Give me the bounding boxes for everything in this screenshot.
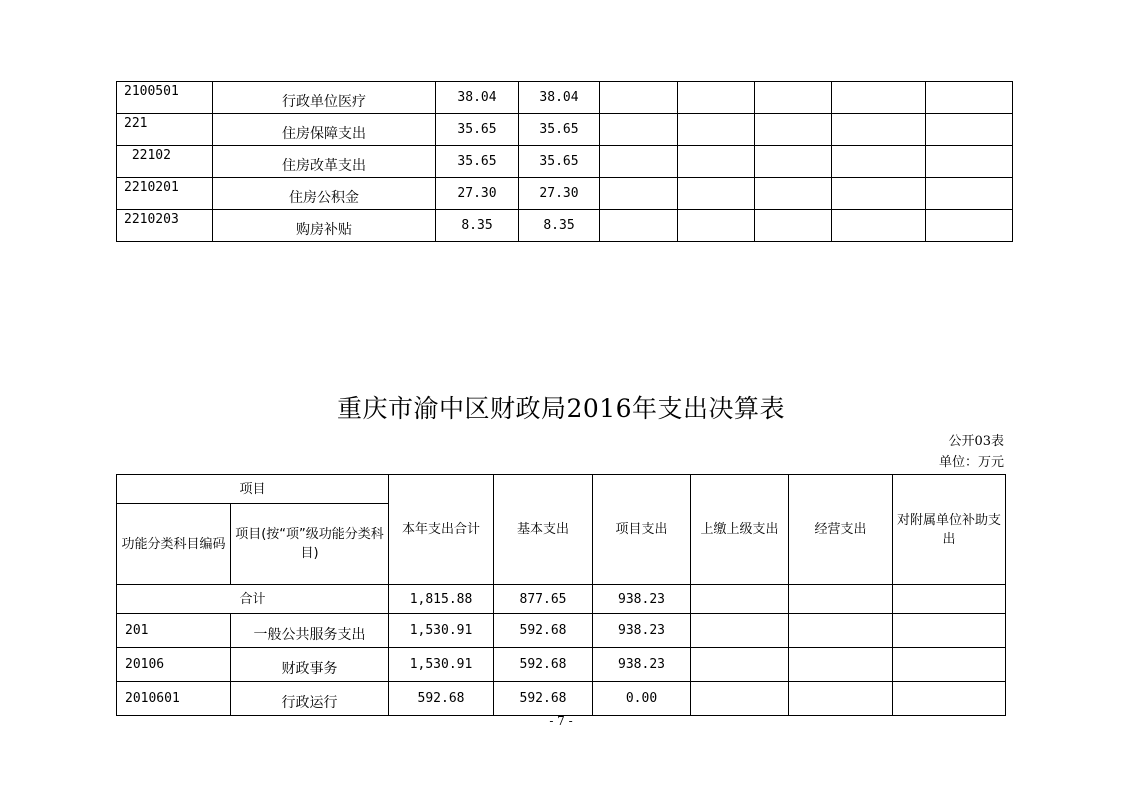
- empty-cell: [832, 146, 926, 178]
- empty-cell: [691, 648, 789, 682]
- row-basic: 8.35: [519, 210, 600, 242]
- table-row: [117, 114, 1013, 146]
- row-basic: 35.65: [519, 146, 600, 178]
- form-number: 公开03表: [948, 434, 1004, 449]
- table-row: [117, 210, 1013, 242]
- row-code: 22102: [117, 146, 213, 178]
- empty-cell: [893, 585, 1006, 614]
- empty-cell: [600, 210, 678, 242]
- header-project-group: 项目: [117, 475, 389, 504]
- empty-cell: [832, 82, 926, 114]
- row-name: 行政单位医疗: [213, 82, 436, 114]
- empty-cell: [755, 114, 832, 146]
- empty-cell: [678, 82, 755, 114]
- empty-cell: [678, 178, 755, 210]
- row-basic: 27.30: [519, 178, 600, 210]
- table-row: [117, 178, 1013, 210]
- empty-cell: [789, 648, 893, 682]
- row-code: 2210201: [117, 178, 213, 210]
- header-subsidy: 对附属单位补助支出: [893, 475, 1006, 585]
- empty-cell: [893, 614, 1006, 648]
- row-name: 购房补贴: [213, 210, 436, 242]
- empty-cell: [832, 114, 926, 146]
- header-name: 项目(按“项”级功能分类科目): [231, 504, 389, 585]
- row-code: 2010601: [117, 682, 231, 716]
- row-total: 1,530.91: [389, 614, 494, 648]
- empty-cell: [926, 114, 1013, 146]
- row-total: 35.65: [436, 146, 519, 178]
- row-code: 201: [117, 614, 231, 648]
- row-basic: 592.68: [494, 682, 593, 716]
- empty-cell: [755, 146, 832, 178]
- total-basic: 877.65: [494, 585, 593, 614]
- row-total: 27.30: [436, 178, 519, 210]
- row-total: 8.35: [436, 210, 519, 242]
- row-name: 住房保障支出: [213, 114, 436, 146]
- empty-cell: [789, 614, 893, 648]
- row-code: 20106: [117, 648, 231, 682]
- row-total: 35.65: [436, 114, 519, 146]
- table-row: [117, 682, 1006, 716]
- empty-cell: [893, 648, 1006, 682]
- header-total: 本年支出合计: [389, 475, 494, 585]
- empty-cell: [691, 682, 789, 716]
- empty-cell: [926, 82, 1013, 114]
- empty-cell: [600, 146, 678, 178]
- document-title: 重庆市渝中区财政局2016年支出决算表: [336, 394, 786, 423]
- row-code: 2100501: [117, 82, 213, 114]
- unit-label: 单位：万元: [938, 455, 1004, 470]
- row-basic: 592.68: [494, 614, 593, 648]
- empty-cell: [678, 114, 755, 146]
- row-total: 1,530.91: [389, 648, 494, 682]
- page-number: - 7 -: [549, 714, 573, 728]
- empty-cell: [926, 178, 1013, 210]
- header-basic: 基本支出: [494, 475, 593, 585]
- empty-cell: [755, 210, 832, 242]
- table-row: [117, 648, 1006, 682]
- row-total: 592.68: [389, 682, 494, 716]
- row-name: 一般公共服务支出: [231, 614, 389, 648]
- table-row: [117, 614, 1006, 648]
- empty-cell: [832, 178, 926, 210]
- empty-cell: [755, 178, 832, 210]
- empty-cell: [755, 82, 832, 114]
- row-code: 221: [117, 114, 213, 146]
- table-row: [117, 82, 1013, 114]
- row-basic: 38.04: [519, 82, 600, 114]
- row-project: 938.23: [593, 614, 691, 648]
- total-amount: 1,815.88: [389, 585, 494, 614]
- row-name: 住房公积金: [213, 178, 436, 210]
- row-basic: 592.68: [494, 648, 593, 682]
- empty-cell: [691, 614, 789, 648]
- expense-table: [116, 474, 1006, 716]
- header-upper: 上缴上级支出: [691, 475, 789, 585]
- empty-cell: [600, 82, 678, 114]
- empty-cell: [893, 682, 1006, 716]
- row-code: 2210203: [117, 210, 213, 242]
- header-code: 功能分类科目编码: [117, 504, 231, 585]
- continued-expense-table: [116, 81, 1013, 242]
- empty-cell: [926, 146, 1013, 178]
- row-name: 住房改革支出: [213, 146, 436, 178]
- total-project: 938.23: [593, 585, 691, 614]
- empty-cell: [832, 210, 926, 242]
- empty-cell: [678, 146, 755, 178]
- header-business: 经营支出: [789, 475, 893, 585]
- empty-cell: [789, 682, 893, 716]
- empty-cell: [691, 585, 789, 614]
- total-row: [117, 585, 1006, 614]
- empty-cell: [600, 114, 678, 146]
- row-basic: 35.65: [519, 114, 600, 146]
- row-project: 938.23: [593, 648, 691, 682]
- empty-cell: [926, 210, 1013, 242]
- header-row: [117, 475, 1006, 504]
- row-name: 行政运行: [231, 682, 389, 716]
- total-label: 合计: [117, 585, 389, 614]
- row-name: 财政事务: [231, 648, 389, 682]
- empty-cell: [789, 585, 893, 614]
- row-project: 0.00: [593, 682, 691, 716]
- empty-cell: [600, 178, 678, 210]
- header-project: 项目支出: [593, 475, 691, 585]
- empty-cell: [678, 210, 755, 242]
- row-total: 38.04: [436, 82, 519, 114]
- table-row: [117, 146, 1013, 178]
